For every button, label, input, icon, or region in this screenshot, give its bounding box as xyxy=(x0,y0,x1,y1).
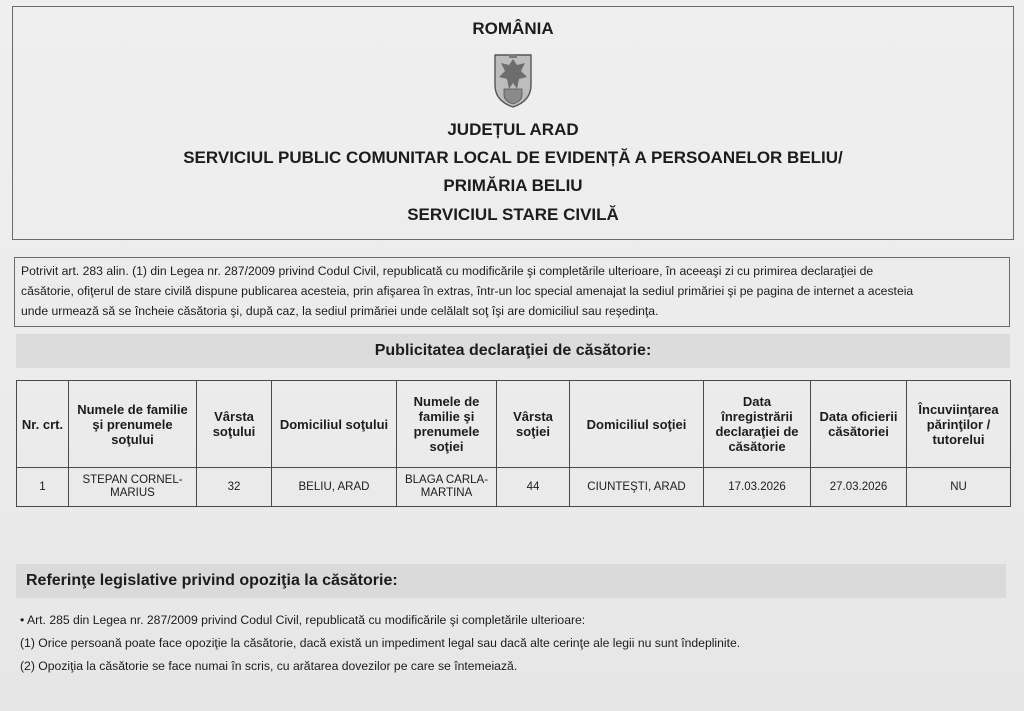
col-husband-age: Vârsta soţului xyxy=(197,381,272,468)
marriage-declaration-table xyxy=(16,380,1011,507)
legal-intro-box xyxy=(14,257,1010,327)
reference-line: • Art. 285 din Legea nr. 287/2009 privind Codul Civil, republicată cu modificările şi completările ulterioare: xyxy=(20,613,586,627)
col-consent: Încuviinţarea părinţilor / tutorelui xyxy=(907,381,1011,468)
county-title: JUDEȚUL ARAD xyxy=(447,120,579,139)
references-list xyxy=(20,609,1010,678)
reference-line: (2) Opoziţia la căsătorie se face numai în scris, cu arătarea dovezilor pe care se întemeiază. xyxy=(20,659,518,673)
references-title: Referinţe legislative privind opoziţia la căsătorie: xyxy=(16,564,1006,598)
service-title-line1: SERVICIUL PUBLIC COMUNITAR LOCAL DE EVIDENȚĂ A PERSOANELOR BELIU/ xyxy=(183,148,843,167)
col-registration-date: Data înregistrării declaraţiei de căsătorie xyxy=(704,381,811,468)
col-wife-name: Numele de familie şi prenumele soţiei xyxy=(397,381,497,468)
col-wife-age: Vârsta soţiei xyxy=(497,381,570,468)
intro-line: căsătorie, ofiţerul de stare civilă dispune publicarea acesteia, prin afişarea în extras, într-un loc special amenajat la sediul primăriei şi pe pagina de internet a acesteia xyxy=(21,284,914,298)
col-marriage-date: Data oficierii căsătoriei xyxy=(811,381,907,468)
col-nr: Nr. crt. xyxy=(17,381,69,468)
header-box xyxy=(12,6,1014,240)
service-title-line2: PRIMĂRIA BELIU xyxy=(443,176,583,195)
table-row xyxy=(17,468,1011,507)
col-wife-domicile: Domiciliul soţiei xyxy=(570,381,704,468)
cell-consent: NU xyxy=(907,468,1011,507)
publication-title: Publicitatea declaraţiei de căsătorie: xyxy=(16,334,1010,368)
cell-husband-name: STEPAN CORNEL-MARIUS xyxy=(69,468,197,507)
cell-wife-name: BLAGA CARLA-MARTINA xyxy=(397,468,497,507)
cell-marriage-date: 27.03.2026 xyxy=(811,468,907,507)
reference-line: (1) Orice persoană poate face opoziţie la căsătorie, dacă există un impediment legal sau dacă alte cerinţe ale legii nu sunt îndeplinite. xyxy=(20,636,741,650)
cell-nr: 1 xyxy=(17,468,69,507)
intro-line: Potrivit art. 283 alin. (1) din Legea nr. 287/2009 privind Codul Civil, republicată cu modificările şi completările ulterioare, în aceeaşi zi cu primirea declaraţiei de xyxy=(21,264,874,278)
country-title: ROMÂNIA xyxy=(472,19,554,38)
cell-wife-domicile: CIUNTEŞTI, ARAD xyxy=(570,468,704,507)
intro-line: unde urmează să se încheie căsătoria şi, după caz, la sediul primăriei unde celălalt soţ îşi are domiciliul sau reşedinţa. xyxy=(21,304,659,318)
department-title: SERVICIUL STARE CIVILĂ xyxy=(407,205,619,224)
romania-coat-of-arms-icon xyxy=(491,51,535,109)
cell-registration-date: 17.03.2026 xyxy=(704,468,811,507)
table-header-row xyxy=(17,381,1011,468)
cell-wife-age: 44 xyxy=(497,468,570,507)
cell-husband-domicile: BELIU, ARAD xyxy=(272,468,397,507)
col-husband-domicile: Domiciliul soţului xyxy=(272,381,397,468)
cell-husband-age: 32 xyxy=(197,468,272,507)
col-husband-name: Numele de familie şi prenumele soţului xyxy=(69,381,197,468)
